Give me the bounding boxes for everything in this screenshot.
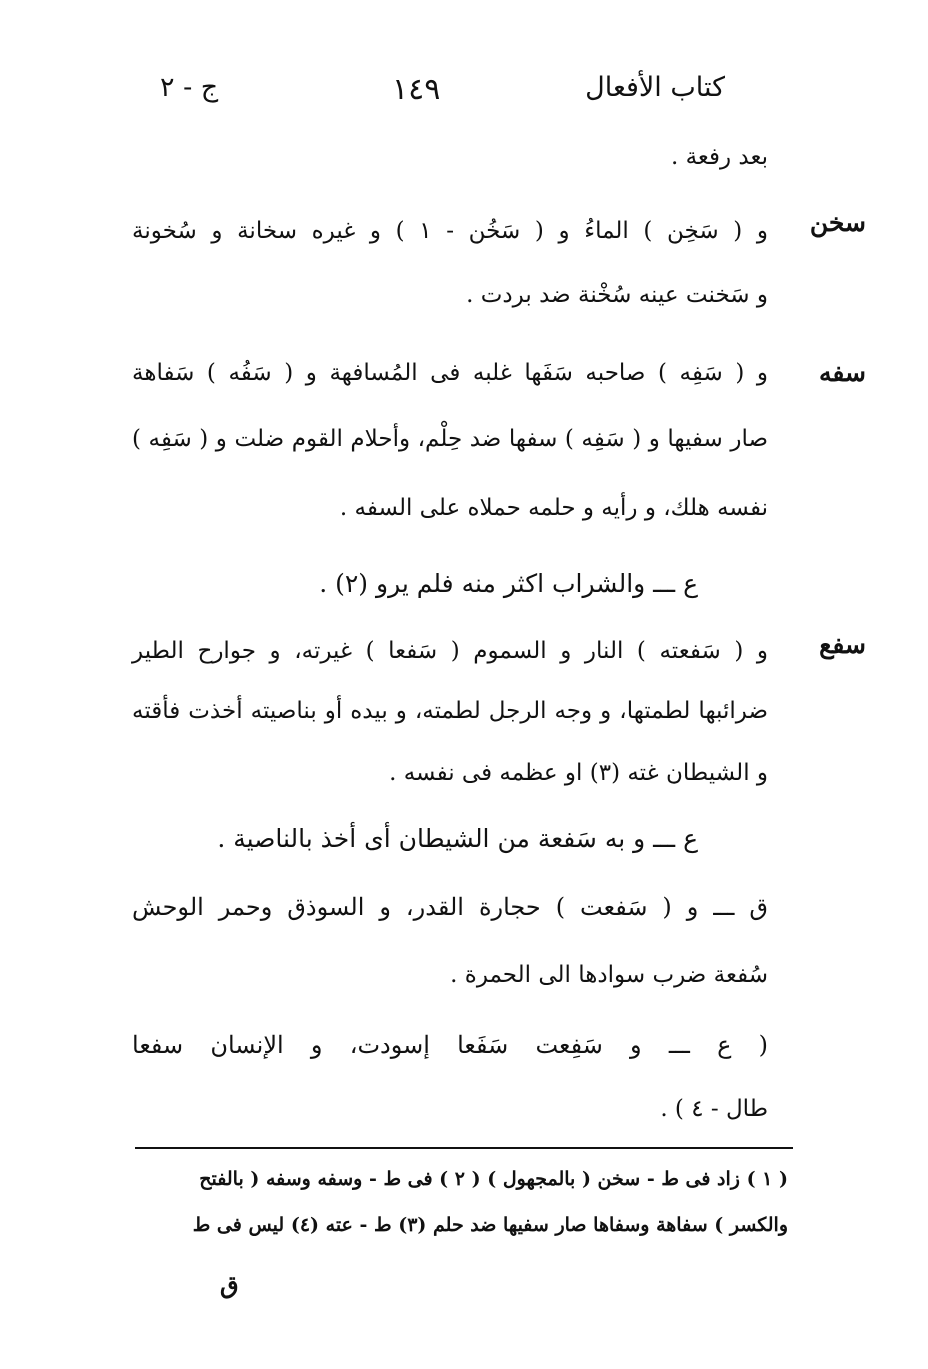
entry-marker-sakhan: سخن (809, 208, 866, 237)
text-line: نفسه هلك، و رأيه و حلمه حملاه على السفه . (339, 495, 768, 521)
text-line: و ( سَفعته ) النار و السموم ( سَفعا ) غيرته، و جوارح الطير (132, 638, 768, 664)
text-line: و الشيطان غته (٣) او عظمه فى نفسه . (389, 760, 768, 786)
text-line: ق ـــ و ( سَفعت ) حجارة القدر، و السوذق وحمر الوحش (132, 893, 768, 921)
text-line: و ( سَفِه ) صاحبه سَفَها غلبه فى المُسافهة و ( سَفُه ) سَفاهة (132, 360, 768, 386)
entry-marker-safa: سفع (819, 630, 866, 659)
book-title: كتاب الأفعال (585, 72, 725, 103)
footnote-divider (135, 1147, 793, 1149)
text-line: صار سفيها و ( سَفِه ) سفها ضد حِلْم، وأحلام القوم ضلت و ( سَفِه ) (132, 426, 768, 452)
text-line: ع ـــ و به سَفعة من الشيطان أى أخذ بالناصية . (217, 824, 698, 853)
entry-marker-safah: سفه (819, 358, 866, 387)
volume-label: ج - ٢ (160, 72, 219, 103)
signature-mark: ق (220, 1270, 239, 1299)
text-line: و ( سَخِن ) الماءُ و ( سَخُن - ١ ) و غيره سخانة و سُخونة (132, 218, 768, 244)
text-line: و سَخنت عينه سُخْنة ضد بردت . (466, 282, 768, 308)
text-line: ( ع ـــ و سَفِعت سَفَعا إسودت، و الإنسان سفعا (132, 1031, 768, 1059)
footnote-line: ( ١ ) زاد فى ط - سخن ( بالمجهول ) ( ٢ ) فى ط - وسفه وسفه ( بالفتح (199, 1168, 788, 1190)
text-line: ع ـــ والشراب اكثر منه فلم يرو (٢) . (319, 569, 698, 598)
text-line: طال - ٤ ) . (660, 1096, 768, 1122)
page-number: ١٤٩ (392, 72, 441, 107)
text-line: سُفعة ضرب سوادها الى الحمرة . (450, 962, 768, 988)
text-line: ضرائبها لطمتها، و وجه الرجل لطمته، و بيده أو بناصيته أخذت فأقته (132, 698, 768, 724)
footnote-line: والكسر ) سفاهة وسفاها صار سفيها ضد حلم (٣) ط - عته (٤) ليس فى ط (192, 1214, 788, 1236)
text-line: بعد رفعة . (670, 144, 768, 170)
